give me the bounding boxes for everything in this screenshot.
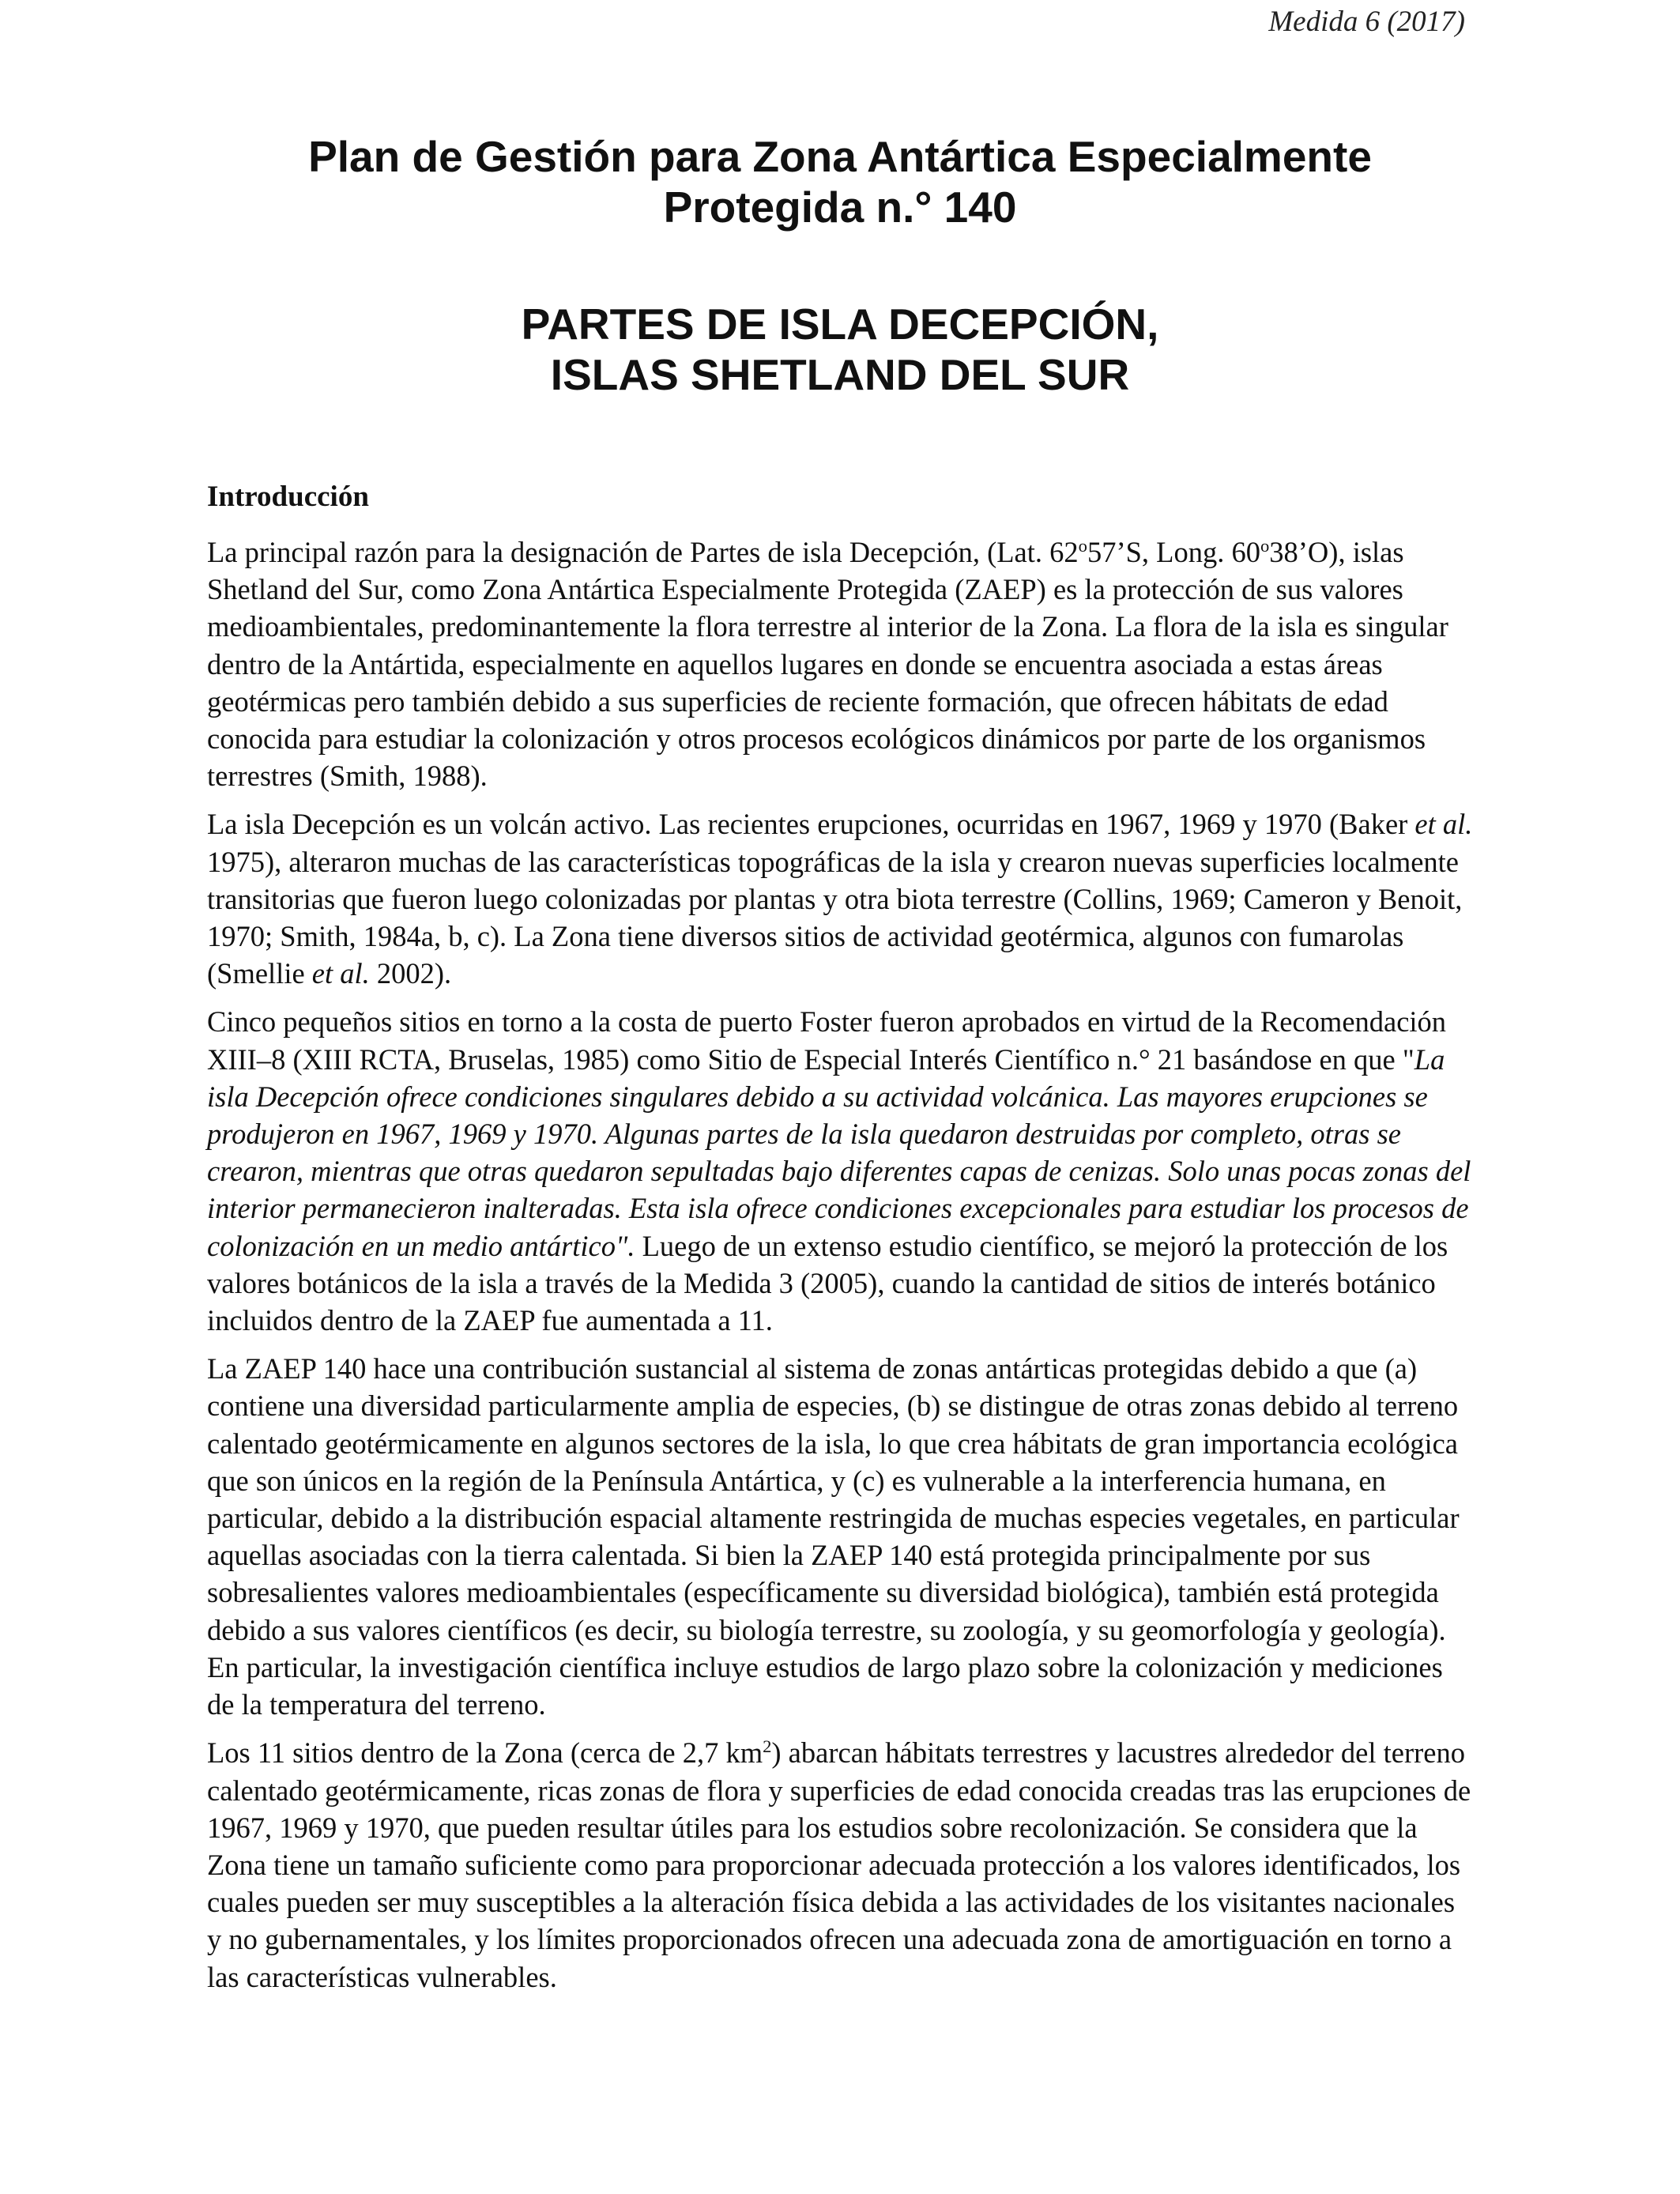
paragraph-2-text-b: 1975), alteraron muchas de las características topográficas de la isla y crearon nuevas superficies localmente transitorias que fueron luego colonizadas por plantas y otra biota terrestre (Collins, 1969; Cameron y Benoit, 1970; Smith, 1984a, b, c). La Zona tiene diversos sitios de actividad geotérmica, algunos con fumarolas (Smellie: [207, 845, 1463, 990]
paragraph-2: [207, 805, 1473, 992]
citation-et-al: et al.: [311, 957, 370, 990]
section-heading-introduccion: Introducción: [207, 481, 369, 513]
area-unit-superscript: 2: [763, 1736, 772, 1757]
paragraph-1: [207, 533, 1473, 794]
paragraph-3: [207, 1003, 1473, 1339]
paragraph-1-text-c: 38’O), islas Shetland del Sur, como Zona Antártica Especialmente Protegida (ZAEP) es la protección de sus valores medioambientales, predominantemente la flora terrestre al interior de la Zona. La flora de la isla es singular dentro de la Antártida, especialmente en aquellos lugares en donde se encuentra asociada a estas áreas geotérmicas pero también debido a sus superficies de reciente formación, que ofrecen hábitats de edad conocida para estudiar la colonización y otros procesos ecológicos dinámicos por parte de los organismos terrestres (Smith, 1988).: [207, 536, 1448, 793]
document-subtitle: [158, 299, 1522, 400]
paragraph-5-text-a: Los 11 sitios dentro de la Zona (cerca de 2,7 km: [207, 1736, 763, 1770]
degree-superscript: o: [1260, 535, 1270, 556]
paragraph-3-quote: La isla Decepción ofrece condiciones singulares debido a su actividad volcánica. Las mayores erupciones se produjeron en 1967, 1969 y 1970. Algunas partes de la isla quedaron destruidas por completo, otras se crearon, mientras que otras quedaron sepultadas bajo diferentes capas de cenizas. Solo unas pocas zonas del interior permanecieron inalteradas. Esta isla ofrece condiciones excepcionales para estudiar los procesos de colonización en un medio antártico".: [207, 1042, 1471, 1262]
running-header: Medida 6 (2017): [1268, 6, 1465, 38]
document-subtitle-line-2: ISLAS SHETLAND DEL SUR: [550, 350, 1130, 399]
body-text: [207, 533, 1473, 2007]
document-title: [158, 131, 1522, 232]
paragraph-4: La ZAEP 140 hace una contribución sustancial al sistema de zonas antárticas protegidas debido a que (a) contiene una diversidad particularmente amplia de especies, (b) se distingue de otras zonas debido al terreno calentado geotérmicamente en algunos sectores de la isla, lo que crea hábitats de gran importancia ecológica que son únicos en la región de la Península Antártica, y (c) es vulnerable a la interferencia humana, en particular, debido a la distribución espacial altamente restringida de muchas especies vegetales, en particular aquellas asociadas con la tierra calentada. Si bien la ZAEP 140 está protegida principalmente por sus sobresalientes valores medioambientales (específicamente su diversidad biológica), también está protegida debido a sus valores científicos (es decir, su biología terrestre, su zoología, y su geomorfología y geología). En particular, la investigación científica incluye estudios de largo plazo sobre la colonización y mediciones de la temperatura del terreno.: [207, 1352, 1460, 1721]
paragraph-3-text-b: Luego de un extenso estudio científico, se mejoró la protección de los valores botánicos de la isla a través de la Medida 3 (2005), cuando la cantidad de sitios de interés botánico incluidos dentro de la ZAEP fue aumentada a 11.: [207, 1229, 1448, 1337]
document-subtitle-line-1: PARTES DE ISLA DECEPCIÓN,: [521, 300, 1159, 349]
document-title-line-2: Protegida n.° 140: [663, 183, 1017, 232]
paragraph-2-text-a: La isla Decepción es un volcán activo. Las recientes erupciones, ocurridas en 1967, 1969 y 1970 (Baker: [207, 808, 1415, 841]
paragraph-5-text-b: ) abarcan hábitats terrestres y lacustres alrededor del terreno calentado geotérmicamente, ricas zonas de flora y superficies de edad conocida creadas tras las erupciones de 1967, 1969 y 1970, que pueden resultar útiles para los estudios sobre recolonización. Se considera que la Zona tiene un tamaño suficiente como para proporcionar adecuada protección a los valores identificados, los cuales pueden ser muy susceptibles a la alteración física debida a las actividades de los visitantes nacionales y no gubernamentales, y los límites proporcionados ofrecen una adecuada zona de amortiguación en torno a las características vulnerables.: [207, 1736, 1471, 1993]
degree-superscript: o: [1078, 535, 1087, 556]
paragraph-5: [207, 1734, 1473, 1995]
paragraph-3-text-a: Cinco pequeños sitios en torno a la costa de puerto Foster fueron aprobados en virtud de la Recomendación XIII–8 (XIII RCTA, Bruselas, 1985) como Sitio de Especial Interés Científico n.° 21 basándose en que ": [207, 1005, 1447, 1076]
paragraph-1-text-b: 57’S, Long. 60: [1087, 536, 1260, 568]
citation-et-al: et al.: [1414, 808, 1473, 841]
paragraph-2-text-c: 2002).: [369, 957, 452, 990]
document-title-line-1: Plan de Gestión para Zona Antártica Especialmente: [308, 132, 1372, 181]
paragraph-1-text-a: La principal razón para la designación de Partes de isla Decepción, (Lat. 62: [207, 536, 1079, 568]
